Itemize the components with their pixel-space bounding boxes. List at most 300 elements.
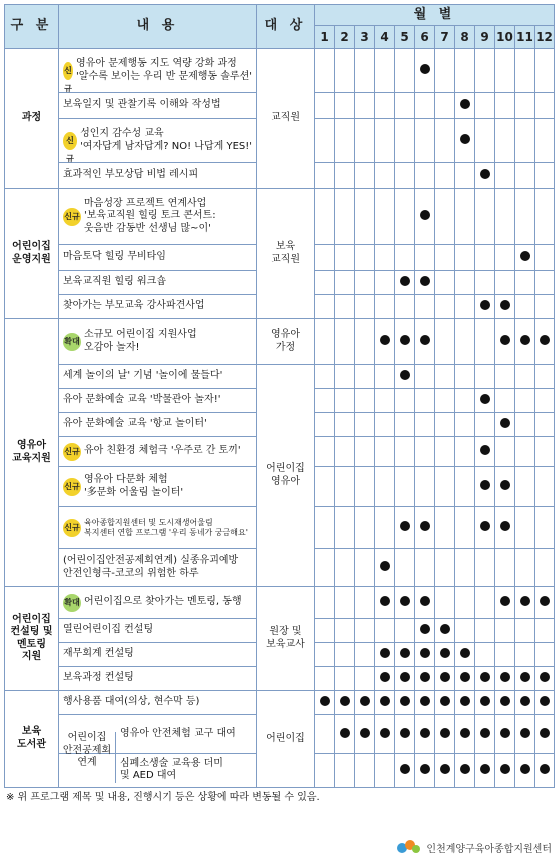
program-title: 심폐소생술 교육용 더미 xyxy=(120,757,223,769)
sub-category-cell xyxy=(59,732,116,770)
expand-badge: 확대 xyxy=(63,333,81,351)
month-cell xyxy=(415,163,435,189)
month-cell xyxy=(315,189,335,245)
target-label: 보육 xyxy=(275,241,296,252)
month-cell xyxy=(495,467,515,507)
scheduled-dot xyxy=(500,480,510,490)
new-badge: 신규 xyxy=(63,132,77,150)
header-content: 내 용 xyxy=(59,5,257,49)
month-cell xyxy=(315,667,335,691)
scheduled-dot xyxy=(480,480,490,490)
scheduled-dot xyxy=(520,696,530,706)
program-title: 열린어린이집 컨설팅 xyxy=(63,624,154,636)
month-cell xyxy=(375,163,395,189)
scheduled-dot xyxy=(340,696,350,706)
category-cell xyxy=(5,49,59,189)
month-cell xyxy=(355,49,375,93)
category-label: 보육 xyxy=(21,726,42,738)
month-cell xyxy=(515,715,535,754)
program-title: 영유아 다문화 체험 xyxy=(84,474,168,485)
target-label: 영유아 xyxy=(271,329,300,340)
month-cell xyxy=(395,319,415,365)
month-cell xyxy=(415,619,435,643)
scheduled-dot xyxy=(400,672,410,682)
program-title: 소규모 어린이집 지원사업 xyxy=(84,329,197,340)
category-label: 운영지원 xyxy=(12,253,51,265)
month-cell xyxy=(315,271,335,295)
month-cell xyxy=(415,295,435,319)
scheduled-dot xyxy=(520,672,530,682)
scheduled-dot xyxy=(380,672,390,682)
month-cell xyxy=(475,691,495,715)
scheduled-dot xyxy=(460,696,470,706)
month-cell xyxy=(455,507,475,549)
month-cell xyxy=(335,507,355,549)
program-cell xyxy=(59,507,257,549)
month-cell xyxy=(515,413,535,437)
program-title: 안전인형극-코코의 위험한 하루 xyxy=(63,567,199,579)
new-badge: 신규 xyxy=(63,478,81,496)
scheduled-dot xyxy=(540,335,550,345)
scheduled-dot xyxy=(540,672,550,682)
month-cell xyxy=(455,189,475,245)
month-cell xyxy=(535,467,555,507)
header-month: 7 xyxy=(435,26,455,49)
scheduled-dot xyxy=(420,64,430,74)
month-cell xyxy=(375,667,395,691)
program-cell xyxy=(59,189,257,245)
month-cell xyxy=(495,549,515,587)
month-cell xyxy=(415,753,435,787)
month-cell xyxy=(375,753,395,787)
header-month: 4 xyxy=(375,26,395,49)
month-cell xyxy=(535,189,555,245)
category-cell xyxy=(5,319,59,587)
month-cell xyxy=(455,365,475,389)
program-cell xyxy=(59,365,257,389)
scheduled-dot xyxy=(500,521,510,531)
month-cell xyxy=(435,549,455,587)
program-cell xyxy=(59,691,257,715)
program-cell xyxy=(59,549,257,587)
month-cell xyxy=(495,691,515,715)
month-cell xyxy=(515,507,535,549)
month-cell xyxy=(475,389,495,413)
program-title: 영유아 안전체험 교구 대여 xyxy=(120,727,236,739)
month-cell xyxy=(395,437,415,467)
program-title: '알수록 보이는 우리 반 문제행동 솔루션' xyxy=(76,70,252,82)
month-cell xyxy=(415,715,435,754)
header-month: 5 xyxy=(395,26,415,49)
month-cell xyxy=(415,413,435,437)
scheduled-dot xyxy=(480,169,490,179)
month-cell xyxy=(435,691,455,715)
program-title: 어린이집으로 찾아가는 멘토링, 동행 xyxy=(84,596,242,608)
month-cell xyxy=(455,49,475,93)
month-cell xyxy=(495,643,515,667)
month-cell xyxy=(315,295,335,319)
header-month: 1 xyxy=(315,26,335,49)
month-cell xyxy=(495,119,515,163)
month-cell xyxy=(335,667,355,691)
month-cell xyxy=(475,587,495,619)
month-cell xyxy=(535,119,555,163)
month-cell xyxy=(495,49,515,93)
month-cell xyxy=(415,365,435,389)
month-cell xyxy=(435,467,455,507)
month-cell xyxy=(395,619,415,643)
scheduled-dot xyxy=(460,764,470,774)
month-cell xyxy=(535,93,555,119)
month-cell xyxy=(415,119,435,163)
scheduled-dot xyxy=(420,596,430,606)
program-title: (어린이집안전공제회연계) 실종유괴예방 xyxy=(63,555,239,566)
program-title: '多문화 어울림 놀이터' xyxy=(84,486,184,498)
month-cell xyxy=(355,119,375,163)
month-cell xyxy=(415,319,435,365)
scheduled-dot xyxy=(440,624,450,634)
month-cell xyxy=(375,643,395,667)
month-cell xyxy=(355,715,375,754)
category-label: 과정 xyxy=(21,112,42,124)
target-cell xyxy=(257,365,315,587)
month-cell xyxy=(535,643,555,667)
sub-category-label: 어린이집 xyxy=(67,732,107,743)
month-cell xyxy=(355,389,375,413)
month-cell xyxy=(315,753,335,787)
header-category: 구 분 xyxy=(5,5,59,49)
month-cell xyxy=(495,437,515,467)
month-cell xyxy=(395,365,415,389)
month-cell xyxy=(475,619,495,643)
program-cell xyxy=(59,319,257,365)
month-cell xyxy=(315,119,335,163)
month-cell xyxy=(415,271,435,295)
month-cell xyxy=(315,507,335,549)
month-cell xyxy=(455,643,475,667)
month-cell xyxy=(355,437,375,467)
month-cell xyxy=(475,93,495,119)
month-cell xyxy=(515,587,535,619)
month-cell xyxy=(475,189,495,245)
month-cell xyxy=(455,619,475,643)
month-cell xyxy=(515,245,535,271)
scheduled-dot xyxy=(420,728,430,738)
month-cell xyxy=(315,467,335,507)
month-cell xyxy=(455,93,475,119)
month-cell xyxy=(355,753,375,787)
month-cell xyxy=(355,295,375,319)
month-cell xyxy=(415,49,435,93)
header-month: 6 xyxy=(415,26,435,49)
program-cell xyxy=(59,163,257,189)
scheduled-dot xyxy=(420,672,430,682)
scheduled-dot xyxy=(540,728,550,738)
table-row xyxy=(5,365,555,389)
month-cell xyxy=(435,643,455,667)
month-cell xyxy=(395,163,415,189)
scheduled-dot xyxy=(480,445,490,455)
month-cell xyxy=(355,619,375,643)
scheduled-dot xyxy=(480,764,490,774)
target-label: 어린이집 xyxy=(266,732,305,744)
month-cell xyxy=(395,245,415,271)
month-cell xyxy=(455,295,475,319)
scheduled-dot xyxy=(480,394,490,404)
month-cell xyxy=(315,245,335,271)
month-cell xyxy=(435,389,455,413)
month-cell xyxy=(355,189,375,245)
scheduled-dot xyxy=(400,596,410,606)
program-title: 유아 문화예술 교육 '항교 놀이터' xyxy=(63,418,207,430)
target-label: 보육교사 xyxy=(266,638,305,650)
table-row xyxy=(5,49,555,93)
month-cell xyxy=(515,93,535,119)
month-cell xyxy=(315,549,335,587)
month-cell xyxy=(375,93,395,119)
month-cell xyxy=(535,413,555,437)
month-cell xyxy=(495,295,515,319)
table-row xyxy=(5,319,555,365)
header-month-group: 월 별 xyxy=(315,5,555,26)
month-cell xyxy=(315,49,335,93)
scheduled-dot xyxy=(520,251,530,261)
month-cell xyxy=(495,389,515,413)
header-month: 2 xyxy=(335,26,355,49)
month-cell xyxy=(495,619,515,643)
month-cell xyxy=(415,643,435,667)
month-cell xyxy=(375,467,395,507)
program-title: 유아 친환경 체험극 '우주로 간 토끼' xyxy=(84,445,241,457)
month-cell xyxy=(375,619,395,643)
category-label: 영유아 xyxy=(17,440,46,451)
scheduled-dot xyxy=(500,418,510,428)
month-cell xyxy=(535,715,555,754)
month-cell xyxy=(375,413,395,437)
month-cell xyxy=(455,437,475,467)
program-title: 마음성장 프로젝트 연계사업 xyxy=(84,197,207,209)
month-cell xyxy=(315,389,335,413)
month-cell xyxy=(495,163,515,189)
scheduled-dot xyxy=(440,764,450,774)
month-cell xyxy=(395,753,415,787)
month-cell xyxy=(355,507,375,549)
month-cell xyxy=(475,643,495,667)
month-cell xyxy=(455,389,475,413)
month-cell xyxy=(375,119,395,163)
scheduled-dot xyxy=(380,335,390,345)
month-cell xyxy=(375,587,395,619)
scheduled-dot xyxy=(500,672,510,682)
center-logo xyxy=(396,838,552,856)
month-cell xyxy=(335,189,355,245)
month-cell xyxy=(475,365,495,389)
month-cell xyxy=(395,271,415,295)
month-cell xyxy=(475,467,495,507)
month-cell xyxy=(435,619,455,643)
month-cell xyxy=(395,587,415,619)
program-cell xyxy=(59,643,257,667)
month-cell xyxy=(535,667,555,691)
header-month: 10 xyxy=(495,26,515,49)
category-label: 도서관 xyxy=(17,738,46,750)
month-cell xyxy=(335,93,355,119)
month-cell xyxy=(455,413,475,437)
month-cell xyxy=(415,189,435,245)
header-month: 11 xyxy=(515,26,535,49)
month-cell xyxy=(455,119,475,163)
month-cell xyxy=(515,189,535,245)
target-label: 어린이집 xyxy=(266,463,305,474)
month-cell xyxy=(415,467,435,507)
month-cell xyxy=(495,365,515,389)
month-cell xyxy=(395,49,415,93)
month-cell xyxy=(515,467,535,507)
month-cell xyxy=(415,549,435,587)
month-cell xyxy=(535,271,555,295)
month-cell xyxy=(475,49,495,93)
scheduled-dot xyxy=(500,335,510,345)
month-cell xyxy=(395,467,415,507)
month-cell xyxy=(515,691,535,715)
month-cell xyxy=(535,437,555,467)
month-cell xyxy=(475,753,495,787)
month-cell xyxy=(515,319,535,365)
month-cell xyxy=(335,413,355,437)
month-cell xyxy=(415,93,435,119)
month-cell xyxy=(315,365,335,389)
month-cell xyxy=(355,319,375,365)
program-title: 보육일지 및 관찰기록 이해와 작성법 xyxy=(63,99,221,111)
program-title: 육아종합지원센터 및 도시재생어울림 xyxy=(84,517,213,527)
month-cell xyxy=(495,319,515,365)
scheduled-dot xyxy=(360,728,370,738)
month-cell xyxy=(495,271,515,295)
month-cell xyxy=(515,49,535,93)
month-cell xyxy=(515,295,535,319)
header-target: 대 상 xyxy=(257,5,315,49)
month-cell xyxy=(515,549,535,587)
month-cell xyxy=(315,413,335,437)
scheduled-dot xyxy=(400,276,410,286)
month-cell xyxy=(315,715,335,754)
month-cell xyxy=(395,389,415,413)
month-cell xyxy=(435,189,455,245)
category-cell xyxy=(5,691,59,788)
month-cell xyxy=(495,245,515,271)
month-cell xyxy=(435,437,455,467)
month-cell xyxy=(315,93,335,119)
month-cell xyxy=(395,93,415,119)
month-cell xyxy=(315,437,335,467)
scheduled-dot xyxy=(440,648,450,658)
scheduled-dot xyxy=(480,300,490,310)
month-cell xyxy=(335,119,355,163)
header-month: 3 xyxy=(355,26,375,49)
category-label: 어린이집 xyxy=(12,241,51,252)
scheduled-dot xyxy=(400,648,410,658)
month-cell xyxy=(375,549,395,587)
target-label: 가정 xyxy=(275,341,296,353)
month-cell xyxy=(535,549,555,587)
scheduled-dot xyxy=(520,596,530,606)
scheduled-dot xyxy=(420,335,430,345)
month-cell xyxy=(375,271,395,295)
month-cell xyxy=(535,365,555,389)
program-cell xyxy=(59,389,257,413)
month-cell xyxy=(335,715,355,754)
month-cell xyxy=(315,163,335,189)
month-cell xyxy=(335,49,355,93)
month-cell xyxy=(315,691,335,715)
month-cell xyxy=(455,163,475,189)
month-cell xyxy=(375,691,395,715)
category-label: 어린이집 xyxy=(12,613,51,625)
program-cell xyxy=(59,271,257,295)
program-title: 영유아 문제행동 지도 역량 강화 과정 xyxy=(76,58,237,69)
month-cell xyxy=(435,413,455,437)
scheduled-dot xyxy=(440,672,450,682)
month-cell xyxy=(475,319,495,365)
month-cell xyxy=(395,119,415,163)
month-cell xyxy=(335,643,355,667)
month-cell xyxy=(435,245,455,271)
month-cell xyxy=(475,715,495,754)
program-title: 오감아 놀자! xyxy=(84,341,140,353)
program-title: 및 AED 대여 xyxy=(120,770,177,781)
month-cell xyxy=(355,93,375,119)
target-cell xyxy=(257,587,315,691)
month-cell xyxy=(375,319,395,365)
scheduled-dot xyxy=(440,728,450,738)
month-cell xyxy=(315,619,335,643)
month-cell xyxy=(335,753,355,787)
month-cell xyxy=(455,467,475,507)
month-cell xyxy=(535,49,555,93)
month-cell xyxy=(335,467,355,507)
new-badge: 신규 xyxy=(63,208,81,226)
month-cell xyxy=(435,49,455,93)
scheduled-dot xyxy=(500,696,510,706)
target-cell xyxy=(257,319,315,365)
month-cell xyxy=(395,667,415,691)
month-cell xyxy=(375,245,395,271)
scheduled-dot xyxy=(360,696,370,706)
month-cell xyxy=(475,413,495,437)
program-cell xyxy=(59,295,257,319)
month-cell xyxy=(315,319,335,365)
program-title: 성인지 감수성 교육 xyxy=(80,128,164,139)
target-cell xyxy=(257,189,315,319)
month-cell xyxy=(315,643,335,667)
month-cell xyxy=(335,163,355,189)
category-cell xyxy=(5,189,59,319)
scheduled-dot xyxy=(400,728,410,738)
month-cell xyxy=(415,587,435,619)
month-cell xyxy=(355,245,375,271)
scheduled-dot xyxy=(500,764,510,774)
month-cell xyxy=(455,271,475,295)
month-cell xyxy=(455,245,475,271)
category-label: 멘토링 xyxy=(17,638,46,650)
month-cell xyxy=(435,715,455,754)
scheduled-dot xyxy=(520,764,530,774)
month-cell xyxy=(495,587,515,619)
month-cell xyxy=(515,271,535,295)
month-cell xyxy=(435,295,455,319)
scheduled-dot xyxy=(480,696,490,706)
month-cell xyxy=(335,295,355,319)
